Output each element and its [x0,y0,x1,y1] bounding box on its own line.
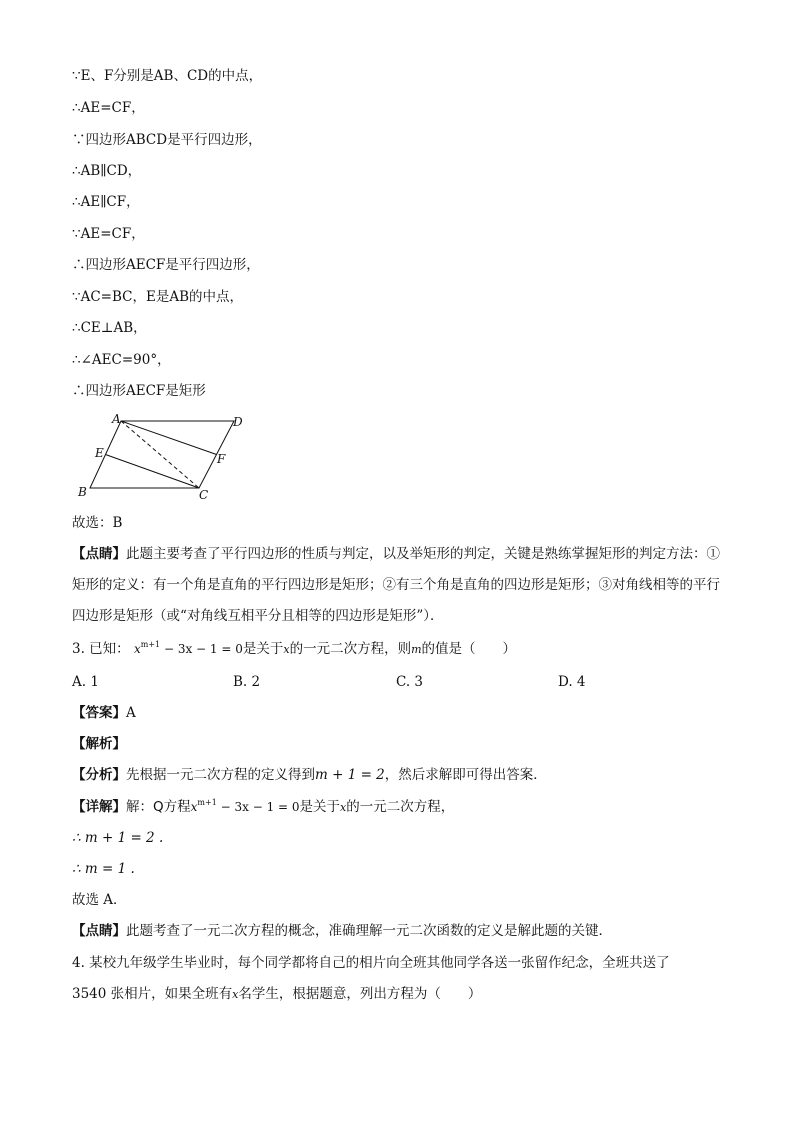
q4-var-x: x [232,988,239,1001]
detail-eq-base: x [190,800,198,814]
detail-text-d: 的一元二次方程， [346,799,455,815]
analysis-tag: 【解析】 [72,736,126,752]
answer-value: A [126,705,136,721]
eq-rest: − 3x − 1 = 0 [160,642,243,656]
proof-line-10: ∴∠AEC=90°， [72,352,171,368]
q3-step-2 [72,859,135,879]
q3-number: 3. 已知： [72,641,130,657]
proof-line-7: ∴四边形AECF是平行四边形， [72,257,260,273]
q4-line-2 [72,984,481,1005]
fenxi-text-a: 先根据一元二次方程的定义得到 [126,767,315,783]
q2-comment-text: 此题主要考查了平行四边形的性质与判定，以及举矩形的判定，关键是熟练掌握矩形的判定方法：①矩形的定义：有一个角是直角的平行四边形是矩形；②有三个角是直角的四边形是矩形；③对角线相等的平行四边形是矩形（或“对角线互相平分且相等的四边形是矩形”）． [72,546,720,624]
proof-line-1: ∵E、F分别是AB、CD的中点， [72,68,263,84]
q3-step-1 [72,828,163,848]
detail-var-x: x [340,801,347,814]
proof-line-8: ∵AC=BC，E是AB的中点， [72,289,244,305]
q3-var-m: m [411,643,422,656]
label-b: B [78,485,87,499]
q2-choice: 故选：B [72,515,123,531]
q3-detail [72,797,454,818]
proof-line-2: ∴AE=CF， [72,100,145,116]
detail-text-a: 解： [126,799,153,815]
because-symbol: Q [153,799,164,815]
detail-eq-rest: − 3x − 1 = 0 [216,800,300,814]
q3-option-a: A. 1 [72,674,99,690]
label-d: D [233,415,243,429]
q3-stem-mid2: 的一元二次方程，则 [289,641,412,657]
q3-comment-tag: 【点睛】 [72,923,126,939]
answer-tag: 【答案】 [72,705,126,721]
proof-line-4: ∴AB∥CD， [72,163,142,179]
q3-analysis-heading [72,734,126,754]
proof-line-3: ∵四边形ABCD是平行四边形， [72,132,262,148]
step-1-text: ∴ m + 1 = 2 . [72,830,164,846]
q3-stem [72,639,516,660]
fenxi-text-b: ，然后求解即可得出答案． [384,767,547,783]
q3-comment [72,921,612,941]
q3-var-x: x [283,643,290,656]
q3-stem-end: 的值是（ ） [421,641,517,657]
q2-comment-tag: 【点睛】 [72,546,126,562]
fenxi-equation: m + 1 = 2 [315,767,385,783]
label-f: F [217,452,226,466]
q3-equation [134,642,243,656]
label-e: E [95,446,104,460]
detail-eq-exponent: m+1 [197,798,217,807]
eq-exponent: m+1 [140,640,161,649]
segment-ec [106,455,200,489]
label-a: A [112,412,121,426]
proof-line-6: ∵AE=CF， [72,226,145,242]
q3-option-b: B. 2 [233,674,261,690]
q4-line-1: 4. 某校九年级学生毕业时，每个同学都将自己的相片向全班其他同学各送一张留作纪念，全班共送了 [72,955,670,971]
detail-text-b: 方程 [163,799,191,815]
q4-line-2a: 3540 张相片，如果全班有 [72,986,233,1002]
detail-text-c: 是关于 [299,799,341,815]
q3-comment-text: 此题考查了一元二次方程的概念，准确理解一元二次函数的定义是解此题的关键． [126,923,612,939]
parallelogram-figure [72,408,262,503]
proof-line-5: ∴AE∥CF， [72,194,140,210]
q3-option-d: D. 4 [558,674,586,690]
proof-line-11: ∴四边形AECF是矩形 [72,383,206,399]
q3-choice: 故选 A． [72,892,127,908]
parallelogram-abcd [90,421,234,488]
diagonal-ac [121,421,199,488]
proof-line-9: ∴CE⊥AB， [72,320,147,336]
detail-tag: 【详解】 [72,799,126,815]
q4-line-2b: 名学生，根据题意，列出方程为（ ） [238,986,482,1002]
q3-fenxi [72,765,547,785]
q3-option-c: C. 3 [396,674,424,690]
label-c: C [199,488,209,502]
segment-af [121,421,217,455]
eq-base: x [133,642,141,656]
step-2-text: ∴ m = 1 . [72,861,135,877]
q3-stem-mid: 是关于 [242,641,284,657]
fenxi-tag: 【分析】 [72,767,126,783]
detail-equation [191,800,300,814]
q3-answer [72,703,136,723]
q2-comment [72,539,722,632]
